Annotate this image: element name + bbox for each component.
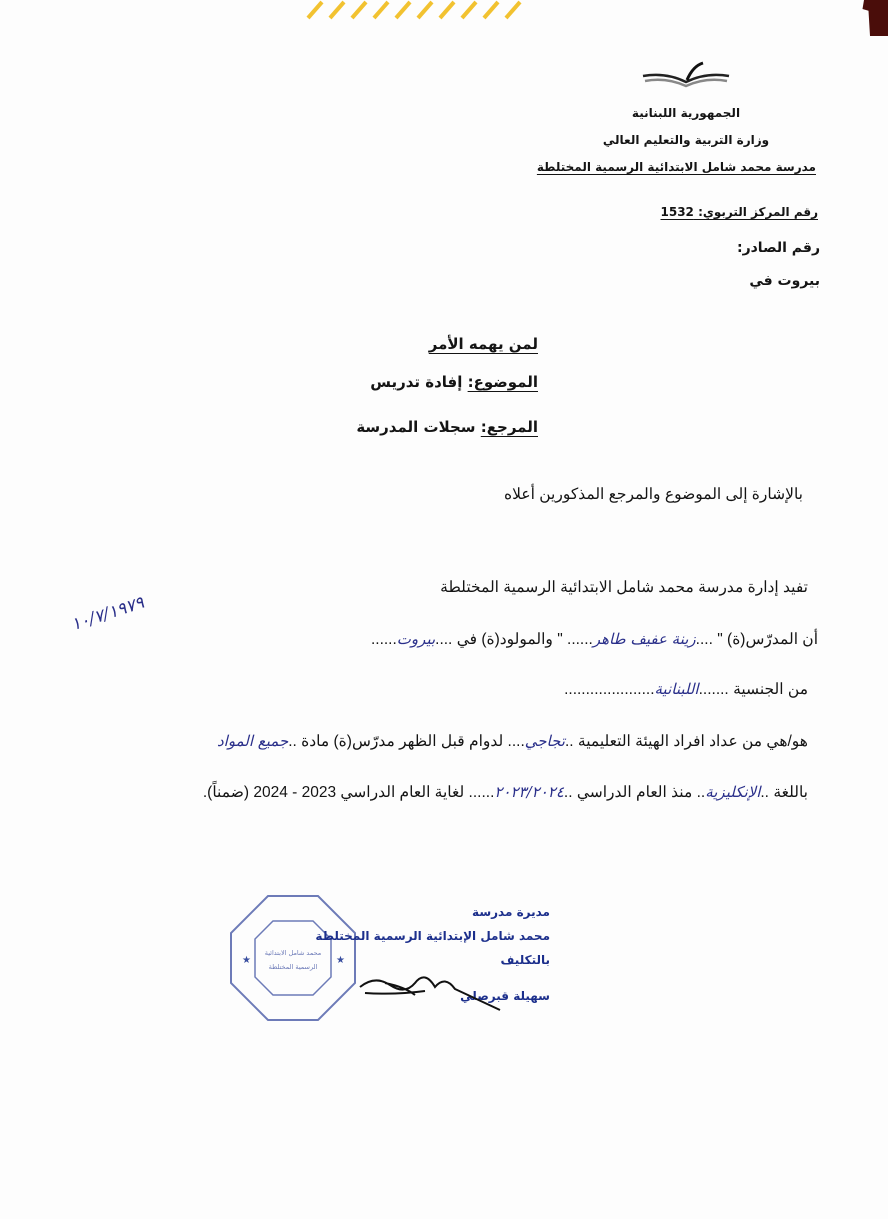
nationality: اللبنانية [654,680,699,698]
birth-place: بيروت [396,630,436,648]
handwritten-signature-icon [355,965,505,1015]
staff-label: هو/هي من عداد افراد الهيئة التعليمية [577,733,808,750]
stamp-inner-line-2: الرسمية المختلطة [268,963,318,971]
body-line-4: هو/هي من عداد افراد الهيئة التعليمية ..تجاجي.... لدوام قبل الظهر مدرّس(ة) مادة ..جميع المواد [216,732,808,750]
subject-label: الموضوع: [467,373,538,391]
star-icon: ★ [336,955,345,966]
intro-line: بالإشارة إلى الموضوع والمرجع المذكورين أعلاه [504,486,803,503]
letterhead [536,60,816,187]
body-line-3: من الجنسية .......اللبنانية..................... [564,680,808,698]
page-corner-shadow [858,0,888,36]
language-label: باللغة [773,784,808,801]
nationality-label: من الجنسية [733,681,808,698]
signatory-title-1: مديرة مدرسة [472,905,550,919]
body-line-5: باللغة ..الإنكليزية.. منذ العام الدراسي ..٢٠٢٣/٢٠٢٤...... لغاية العام الدراسي 2023 - 2024 (ضمناً). [202,783,808,801]
subject-line [370,373,538,391]
stamp-inner-line-1: محمد شامل الابتدائية [264,949,322,957]
signatory-title-2: محمد شامل الإبتدائية الرسمية المختلطة [315,929,550,943]
employment-type: تجاجي [524,732,565,750]
body-line-1: تفيد إدارة مدرسة محمد شامل الابتدائية الرسمية المختلطة [440,579,808,596]
reference-value: سجلات المدرسة [356,418,476,436]
open-book-icon [641,60,731,90]
school-name: مدرسة محمد شامل الابتدائية الرسمية المختلطة [536,160,816,174]
birth-date: ١٠/٧/١٩٧٩ [68,592,147,636]
until-label: لغاية العام الدراسي 2023 - 2024 (ضمناً). [202,784,465,801]
subject-value: إفادة تدريس [370,373,463,391]
reference-label: المرجع: [480,418,538,436]
born-label: " والمولود(ة) في [456,631,563,648]
center-number: رقم المركز التربوي: 1532 [660,205,818,219]
addressee [429,335,538,353]
decorative-stripes [300,0,530,20]
ministry-name: وزارة التربية والتعليم العالي [602,133,770,147]
since-label: منذ العام الدراسي [576,784,693,801]
republic-name: الجمهورية اللبنانية [631,106,741,120]
signatory-title-3: بالتكليف [500,953,550,967]
shift-label: لدوام قبل الظهر مدرّس(ة) مادة [301,733,504,750]
teacher-name: زينة عفيف طاهر [592,630,696,648]
subject-taught: جميع المواد [216,732,289,750]
reference-line [356,418,538,436]
outgoing-number-label: رقم الصادر: [736,240,820,256]
place-date-label: بيروت في [749,273,820,289]
since-year: ٢٠٢٣/٢٠٢٤ [494,783,564,801]
signatory-name: سهيلة قبرصلي [460,989,550,1003]
body-line-2: أن المدرّس(ة) " ....زينة عفيف طاهر...... " والمولود(ة) في ....بيروت...... [370,630,818,648]
addressee-text: لمن يهمه الأمر [428,335,538,353]
star-icon: ★ [242,955,251,966]
teacher-label: أن المدرّس(ة) " [717,631,818,648]
language: الإنكليزية [705,783,761,801]
